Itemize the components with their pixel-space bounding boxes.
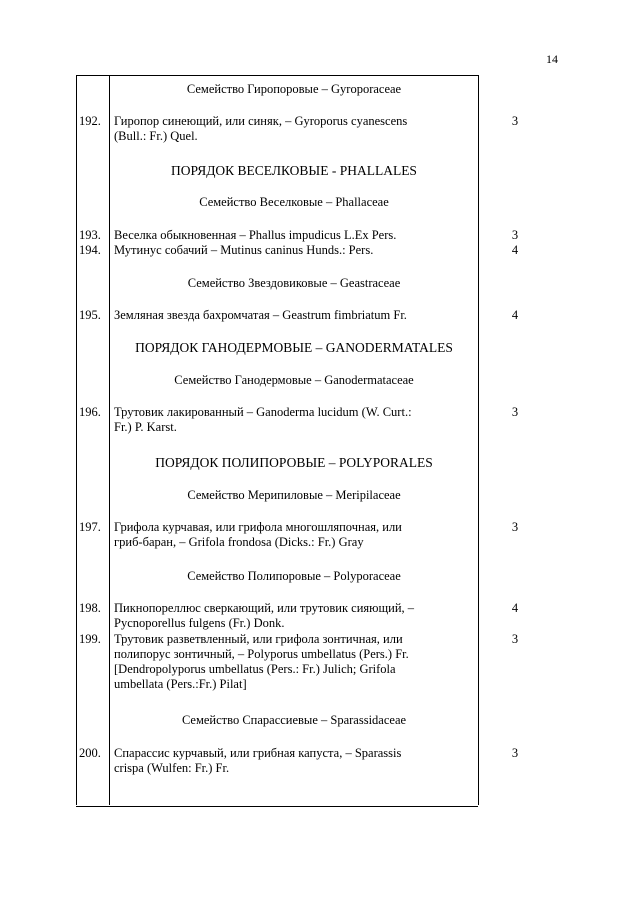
entry-line: гриб-баран, – Grifola frondosa (Dicks.: Fr.) Gray: [114, 535, 364, 549]
entry-line: crispa (Wulfen: Fr.) Fr.: [114, 761, 230, 775]
entry-category: 4: [511, 601, 519, 615]
entry-description: [114, 746, 474, 776]
entry-number: 197.: [79, 520, 101, 534]
entry-category: 3: [511, 114, 519, 128]
entry-description: [114, 114, 474, 144]
entry-description: [114, 405, 474, 435]
page-number: 14: [546, 52, 558, 66]
entry-line: umbellata (Pers.:Fr.) Pilat]: [114, 677, 247, 691]
entry-description: [114, 228, 474, 243]
order-header: ПОРЯДОК ПОЛИПОРОВЫЕ – POLYPORALES: [155, 455, 433, 470]
entry-line: Fr.) P. Karst.: [114, 420, 177, 434]
entry-description: [114, 308, 474, 323]
entry-line: Трутовик лакированный – Ganoderma lucidum (W. Curt.:: [114, 405, 412, 419]
entry-number: 195.: [79, 308, 101, 322]
entry-description: [114, 632, 474, 692]
order-header: ПОРЯДОК ВЕСЕЛКОВЫЕ - PHALLALES: [171, 163, 417, 178]
table-column-divider: [478, 75, 479, 805]
entry-category: 3: [511, 228, 519, 242]
entry-description: [114, 601, 474, 631]
entry-line: Пикнопореллюс сверкающий, или трутовик сияющий, –: [114, 601, 415, 615]
entry-category: 4: [511, 243, 519, 257]
entry-line: Веселка обыкновенная – Phallus impudicus L.Ex Pers.: [114, 228, 397, 242]
entry-number: 193.: [79, 228, 101, 242]
entry-line: Мутинус собачий – Mutinus caninus Hunds.: Pers.: [114, 243, 374, 257]
family-header: Семейство Мерипиловые – Meripilaceae: [187, 488, 401, 502]
entry-line: Спарассис курчавый, или грибная капуста, – Sparassis: [114, 746, 402, 760]
entry-line: Земляная звезда бахромчатая – Geastrum fimbriatum Fr.: [114, 308, 407, 322]
entry-number: 198.: [79, 601, 101, 615]
entry-line: Трутовик разветвленный, или грифола зонтичная, или: [114, 632, 403, 646]
entry-number: 200.: [79, 746, 101, 760]
entry-category: 3: [511, 632, 519, 646]
entry-number: 192.: [79, 114, 101, 128]
entry-category: 3: [511, 746, 519, 760]
entry-category: 3: [511, 520, 519, 534]
family-header: Семейство Звездовиковые – Geastraceae: [187, 276, 401, 290]
family-header: Семейство Спарассиевые – Sparassidaceae: [181, 713, 407, 727]
family-header: Семейство Гиропоровые – Gyroporaceae: [186, 82, 402, 96]
entry-number: 199.: [79, 632, 101, 646]
entry-description: [114, 520, 474, 550]
table-left-border: [76, 75, 77, 805]
entry-line: полипорус зонтичный, – Polyporus umbellatus (Pers.) Fr.: [114, 647, 409, 661]
entry-line: Грифола курчавая, или грифола многошляпочная, или: [114, 520, 402, 534]
table-column-divider: [109, 75, 110, 805]
entry-description: [114, 243, 474, 258]
family-header: Семейство Веселковые – Phallaceae: [199, 195, 389, 209]
entry-line: Гиропор синеющий, или синяк, – Gyroporus cyanescens: [114, 114, 408, 128]
entry-line: [Dendropolyporus umbellatus (Pers.: Fr.) Julich; Grifola: [114, 662, 396, 676]
entry-number: 194.: [79, 243, 101, 257]
entry-category: 3: [511, 405, 519, 419]
entry-line: (Bull.: Fr.) Quel.: [114, 129, 198, 143]
family-header: Семейство Полипоровые – Polyporaceae: [187, 569, 401, 583]
table-frame: [76, 75, 478, 807]
order-header: ПОРЯДОК ГАНОДЕРМОВЫЕ – GANODERMATALES: [135, 340, 453, 355]
family-header: Семейство Ганодермовые – Ganodermataceae: [174, 373, 414, 387]
entry-line: Pycnoporellus fulgens (Fr.) Donk.: [114, 616, 285, 630]
entry-category: 4: [511, 308, 519, 322]
entry-number: 196.: [79, 405, 101, 419]
